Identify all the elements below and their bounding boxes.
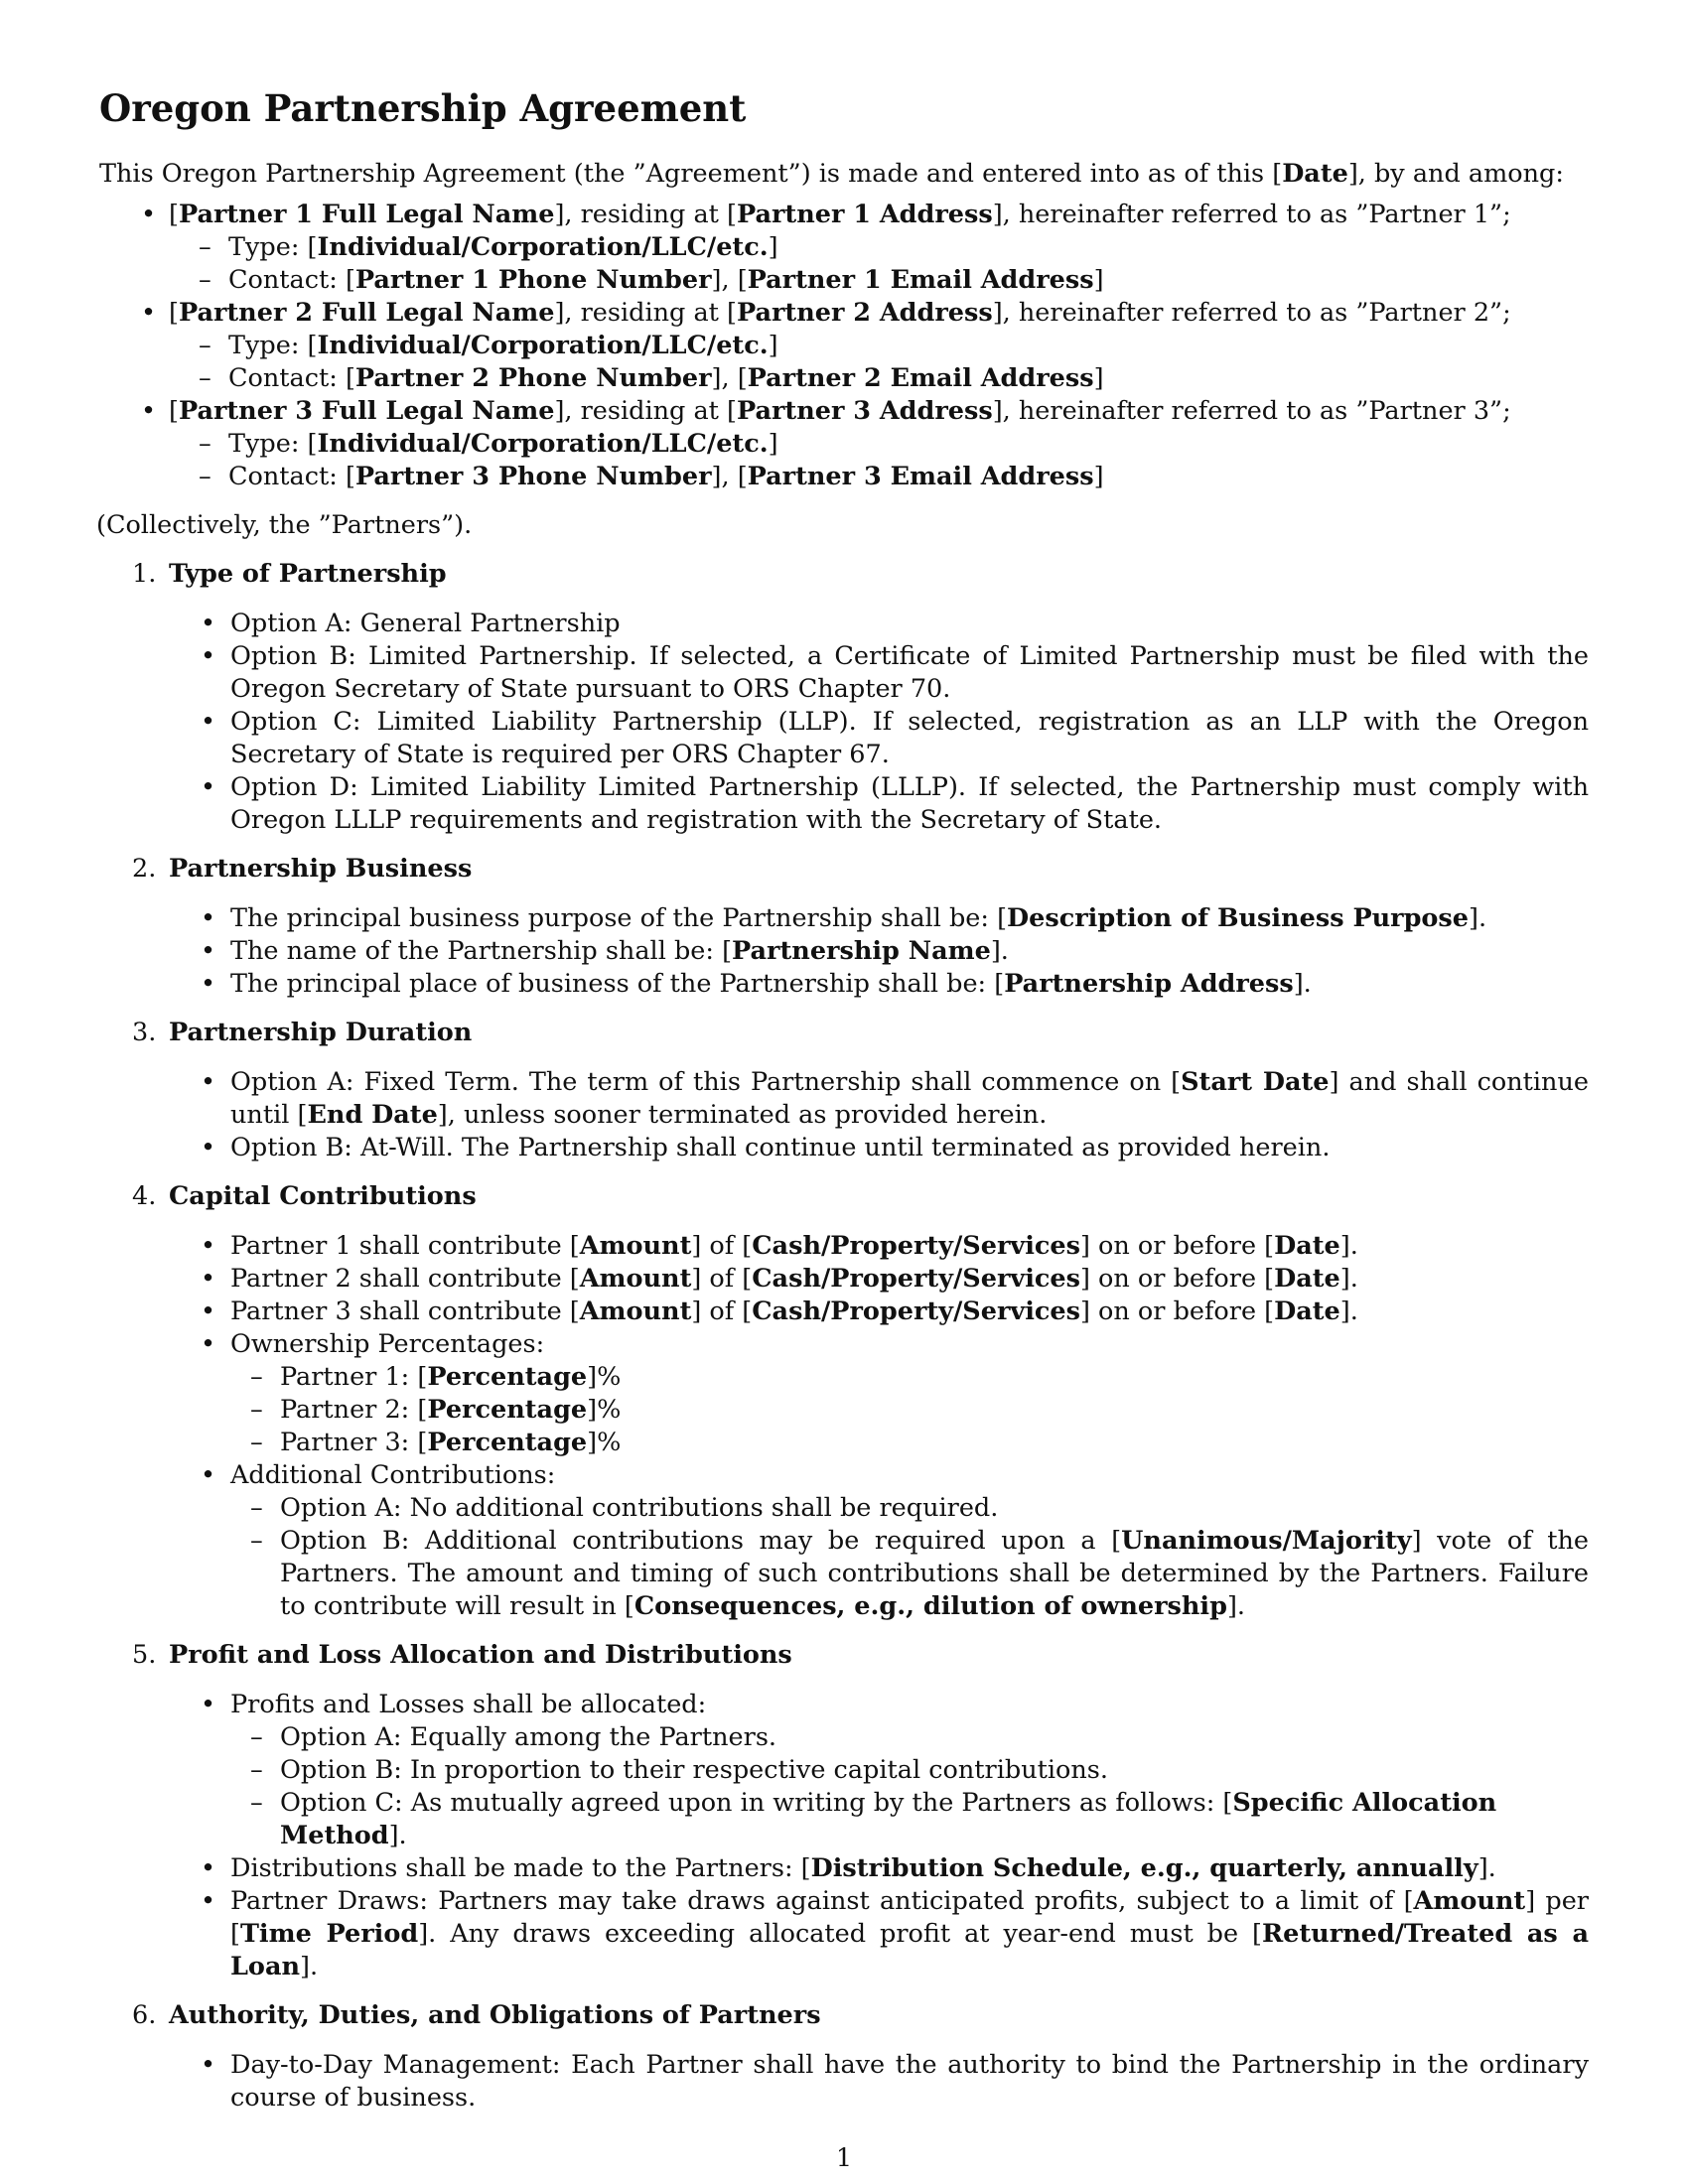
agreement-date-placeholder: Date: [1282, 158, 1348, 189]
sections-list: [99, 558, 1589, 2115]
ownership-item: – Partner 3: [Percentage]%: [250, 1427, 1589, 1459]
partner-3-item: • [Partner 3 Full Legal Name], residing at [Partner 3 Address], hereinafter referred to as ”Partner 3”; – Type: [Individual/Corporation/LLC/etc.] – Contact: [Partner 3 Phone Number], [Partner 3 Email Address]: [99, 395, 1589, 493]
section-number: 6.: [132, 1999, 157, 2030]
partner-2-item: • [Partner 2 Full Legal Name], residing at [Partner 2 Address], hereinafter referred to as ”Partner 2”; – Type: [Individual/Corporation/LLC/etc.] – Contact: [Partner 2 Phone Number], [Partner 2 Email Address]: [99, 297, 1589, 395]
list-item: • Partner 1 shall contribute [Amount] of [Cash/Property/Services] on or before [Date].: [159, 1230, 1589, 1263]
section-number: 2.: [132, 853, 157, 884]
section-5: [99, 1639, 1589, 1983]
list-item: • Partner 3 shall contribute [Amount] of [Cash/Property/Services] on or before [Date].: [159, 1296, 1589, 1328]
section-3: [99, 1017, 1589, 1164]
collectively-line: (Collectively, the ”Partners”).: [96, 509, 473, 540]
section-6: [99, 1999, 1589, 2115]
section-title: Partnership Duration: [169, 1017, 473, 1047]
list-item: • Option B: At-Will. The Partnership shall continue until terminated as provided herein.: [159, 1132, 1589, 1164]
ownership-item: – Partner 2: [Percentage]%: [250, 1394, 1589, 1427]
allocation-option: – Option C: As mutually agreed upon in writing by the Partners as follows: [Specific Allocation Method].: [250, 1787, 1589, 1852]
section-number: 1.: [132, 558, 157, 589]
section-1: [99, 558, 1589, 837]
list-item: • Option A: General Partnership: [159, 608, 1589, 640]
list-item: • Partner 2 shall contribute [Amount] of [Cash/Property/Services] on or before [Date].: [159, 1263, 1589, 1296]
section-title: Partnership Business: [169, 853, 473, 884]
allocation-option: – Option B: In proportion to their respective capital contributions.: [250, 1754, 1589, 1787]
list-item: • Additional Contributions: – Option A: No additional contributions shall be required. – Option B: Additional contributions may be required upon a [Unanimous/Majority] vote of the Partners. The amount and timing of such contributions shall be determined by the Partners. Failure to contribute will result in [Consequences, e.g., dilution of ownership].: [159, 1459, 1589, 1623]
list-item: • Profits and Losses shall be allocated: – Option A: Equally among the Partners. – Option B: In proportion to their respective capital contributions. – Option C: As mutually agreed upon in writing by the Partners as follows: [Specific Allocation Method].: [159, 1689, 1589, 1852]
list-item: • The name of the Partnership shall be: [Partnership Name].: [159, 935, 1589, 968]
intro-paragraph: This Oregon Partnership Agreement (the ”Agreement”) is made and entered into as of this [Date], by and among:: [99, 158, 1564, 189]
partner-1-contact: – Contact: [Partner 1 Phone Number], [Partner 1 Email Address]: [199, 264, 1589, 297]
section-number: 4.: [132, 1180, 157, 1211]
section-title: Type of Partnership: [169, 558, 447, 589]
allocation-option: – Option A: Equally among the Partners.: [250, 1721, 1589, 1754]
section-number: 5.: [132, 1639, 157, 1670]
section-title: Capital Contributions: [169, 1180, 477, 1211]
list-item: • Partner Draws: Partners may take draws against anticipated profits, subject to a limit of [Amount] per [Time Period]. Any draws exceeding allocated profit at year-end must be [Returned/Treated as a Loan].: [159, 1885, 1589, 1983]
list-item: • Option C: Limited Liability Partnership (LLP). If selected, registration as an LLP with the Oregon Secretary of State is required per ORS Chapter 67.: [159, 706, 1589, 771]
list-item: • Ownership Percentages: – Partner 1: [Percentage]% – Partner 2: [Percentage]% – Partner 3: [Percentage]%: [159, 1328, 1589, 1459]
section-number: 3.: [132, 1017, 157, 1047]
partner-3-contact: – Contact: [Partner 3 Phone Number], [Partner 3 Email Address]: [199, 461, 1589, 493]
partner-1-item: • [Partner 1 Full Legal Name], residing at [Partner 1 Address], hereinafter referred to as ”Partner 1”; – Type: [Individual/Corporation/LLC/etc.] – Contact: [Partner 1 Phone Number], [Partner 1 Email Address]: [99, 199, 1589, 297]
list-item: • Option A: Fixed Term. The term of this Partnership shall commence on [Start Date] and shall continue until [End Date], unless sooner terminated as provided herein.: [159, 1066, 1589, 1132]
partner-2-contact: – Contact: [Partner 2 Phone Number], [Partner 2 Email Address]: [199, 362, 1589, 395]
section-4: [99, 1180, 1589, 1623]
list-item: • The principal business purpose of the Partnership shall be: [Description of Business Purpose].: [159, 902, 1589, 935]
partner-2-type: – Type: [Individual/Corporation/LLC/etc.]: [199, 330, 1589, 362]
ownership-item: – Partner 1: [Percentage]%: [250, 1361, 1589, 1394]
list-item: • Day-to-Day Management: Each Partner shall have the authority to bind the Partnership in the ordinary course of business.: [159, 2049, 1589, 2115]
list-item: • Option B: Limited Partnership. If selected, a Certificate of Limited Partnership must be filed with the Oregon Secretary of State pursuant to ORS Chapter 70.: [159, 640, 1589, 706]
partner-3-type: – Type: [Individual/Corporation/LLC/etc.]: [199, 428, 1589, 461]
page-number: 1: [835, 2143, 853, 2173]
list-item: • Distributions shall be made to the Partners: [Distribution Schedule, e.g., quarterly, annually].: [159, 1852, 1589, 1885]
list-item: • Option D: Limited Liability Limited Partnership (LLLP). If selected, the Partnership must comply with Oregon LLLP requirements and registration with the Secretary of State.: [159, 771, 1589, 837]
partners-list: [99, 199, 1589, 493]
section-2: [99, 853, 1589, 1001]
list-item: • The principal place of business of the Partnership shall be: [Partnership Address].: [159, 968, 1589, 1001]
page-title: Oregon Partnership Agreement: [99, 86, 747, 130]
additional-option: – Option B: Additional contributions may be required upon a [Unanimous/Majority] vote of the Partners. The amount and timing of such contributions shall be determined by the Partners. Failure to contribute will result in [Consequences, e.g., dilution of ownership].: [250, 1525, 1589, 1623]
additional-option: – Option A: No additional contributions shall be required.: [250, 1492, 1589, 1525]
section-title: Authority, Duties, and Obligations of Partners: [169, 1999, 821, 2030]
partner-1-type: – Type: [Individual/Corporation/LLC/etc.]: [199, 231, 1589, 264]
section-title: Profit and Loss Allocation and Distributions: [169, 1639, 792, 1670]
